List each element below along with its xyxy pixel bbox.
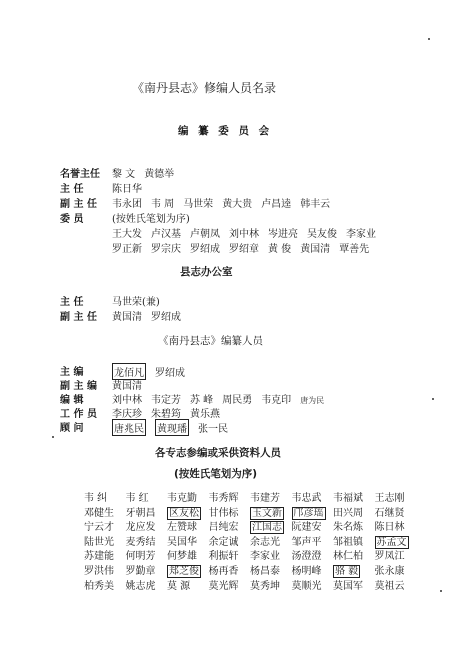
person-name: 杨昌泰 [250,565,280,577]
person-name: 吕纯宏 [208,522,239,534]
committee-label-1: 主 任 [60,184,84,195]
person-name: 甘伟标 [208,507,239,519]
person-name: 李家业 [346,229,376,240]
person-name: 刘中林 [229,229,259,240]
person-name: 岑进亮 [268,229,298,240]
person-name: 吴友俊 [307,229,337,240]
boxed-name: 骆 毅 [335,565,359,577]
person-name: 韩丰云 [300,199,331,210]
person-name [333,562,375,577]
person-name: 罗正新 [112,244,142,255]
person-name: 姚志虎 [125,580,156,592]
person-name: 邹声平 [291,536,322,548]
boxed-name: 玉文新 [252,507,282,519]
person-name: 马世荣(兼) [112,297,160,308]
office-names-0 [112,293,169,308]
person-name: 龙佰凡 [112,363,146,380]
person-name: 杨明峰 [291,565,322,577]
office-names-1 [112,308,190,323]
person-name: 卢朝凤 [190,229,220,240]
person-name [292,504,334,519]
person-name: 苏 峰 [190,395,214,406]
committee-label-3: 委 员 [60,214,84,225]
person-name: 马世荣 [183,199,214,210]
person-name: 黄现璠 [155,419,189,436]
person-name: 林仁柏 [333,551,363,563]
person-name: 唐兆民 [112,419,146,436]
person-name: 张永康 [374,565,405,577]
person-name: 李庆珍 [112,409,142,420]
person-name: 张一民 [198,424,228,435]
editors-label-4: 顾 问 [60,423,84,434]
contributors-subheading: (按姓氏笔划为序) [174,468,258,480]
editors-label-0: 主 编 [60,367,84,378]
editors-label-1: 副 主 编 [60,381,97,392]
scan-speck [428,38,430,40]
person-name: 王志刚 [374,493,405,504]
boxed-name: 区友松 [169,507,199,519]
person-name: 牙朝昌 [125,507,156,519]
person-name: 莫 源 [167,580,191,592]
person-name: 罗绍成 [155,368,185,379]
boxed-name: 苏孟文 [376,536,407,548]
editors-heading: 《南丹县志》编纂人员 [158,335,263,347]
person-name: 朱碧筠 [151,409,181,420]
person-name: 余定诚 [208,536,239,548]
boxed-name: 邝彦瑶 [293,507,324,519]
person-name: 莫光辉 [208,580,239,592]
person-name: 王大发 [112,229,142,240]
person-name: 黄德举 [144,169,175,180]
grid-row [84,562,416,577]
contributor-grid [84,489,416,591]
person-name: 罗凤江 [374,551,405,563]
ordering-note: (按姓氏笔划为序) [112,214,190,225]
committee-label-0: 名誉主任 [60,169,100,180]
person-name: 石继贤 [374,507,405,519]
person-name: 罗绍章 [229,244,259,255]
person-name: 覃善先 [339,244,370,255]
scan-speck [440,590,442,592]
person-name: 田兴周 [333,507,363,519]
person-name: 莫顺光 [291,580,322,592]
person-name [250,518,292,533]
person-name: 韦忠武 [291,493,322,504]
person-name: 利振轩 [208,551,239,563]
person-name: 刘中林 [112,395,142,406]
boxed-name: 江国志 [252,522,282,534]
grid-row [84,518,416,533]
editors-label-3: 工 作 员 [60,409,97,420]
person-name: 陆世光 [84,536,114,548]
page-title: 《南丹县志》修编人员名录 [132,81,277,95]
committee-names-0 [112,165,183,180]
person-name: 余志光 [250,536,280,548]
person-name: 龙应发 [125,522,156,534]
person-name: 黄大贵 [222,199,253,210]
person-name: 卢昌逵 [261,199,292,210]
office-heading: 县志办公室 [180,266,233,278]
committee-names-1 [112,180,151,195]
person-name [250,504,292,519]
person-name: 朱名炼 [333,522,363,534]
scan-speck [432,398,434,400]
person-name: 柏秀美 [84,580,114,592]
person-name: 周民勇 [222,395,253,406]
person-name: 莫秀坤 [250,580,280,592]
person-name [167,562,209,577]
person-name: 陈日林 [374,522,405,534]
person-name: 黄国清 [300,244,331,255]
person-name: 韦秀辉 [208,493,239,504]
person-name: 卢汉基 [151,229,181,240]
person-name: 何梦雄 [167,551,197,563]
committee-heading: 编 纂 委 员 会 [178,125,273,137]
person-name [167,504,209,519]
person-name: 黄乐燕 [190,409,220,420]
editors-names-2 [112,391,333,406]
person-name: 苏建能 [84,551,114,563]
person-name: 黎 文 [112,169,136,180]
person-name: 韦建芳 [250,493,280,504]
person-name: 韦 红 [125,493,149,504]
boxed-name: 郑芝俊 [169,565,199,577]
person-name: 陈日华 [112,184,142,195]
person-name: 唐为民 [300,396,325,405]
person-name: 莫国军 [333,580,363,592]
grid-row [84,533,416,548]
person-name: 宁云才 [84,522,114,534]
office-label-1: 副 主 任 [60,312,97,323]
person-name: 李家业 [250,551,280,563]
grid-row [84,504,416,519]
person-name: 麦秀结 [125,536,156,548]
person-name: 韦定芳 [151,395,181,406]
grid-row [84,547,416,562]
committee-names-4 [112,225,385,240]
committee-names-3 [112,210,199,225]
editors-names-4 [112,419,237,436]
person-name: 韦克勤 [167,493,197,504]
person-name: 邓健生 [84,507,114,519]
person-name: 黄 俊 [268,244,292,255]
person-name: 黄国清 [112,381,142,392]
person-name: 罗宗庆 [151,244,181,255]
editors-label-2: 编 辑 [60,395,84,406]
committee-names-2 [112,195,339,210]
person-name: 黄国清 [112,312,142,323]
person-name: 邹祖镇 [333,536,363,548]
grid-row [84,489,416,504]
person-name: 何明芳 [125,551,156,563]
committee-label-2: 副 主 任 [60,199,97,210]
person-name: 左赞球 [167,522,197,534]
person-name: 韦 纠 [84,493,108,504]
person-name: 韦 周 [151,199,175,210]
person-name: 吴国华 [167,536,197,548]
editors-names-1 [112,377,151,392]
person-name: 韦福斌 [333,493,363,504]
person-name: 韦永团 [112,199,142,210]
person-name: 杨再香 [208,565,239,577]
person-name [375,533,417,548]
person-name: 罗洪伟 [84,565,114,577]
person-name: 罗勤章 [125,565,156,577]
person-name: 罗绍成 [151,312,181,323]
contributors-heading: 各专志参编或采供资料人员 [155,447,281,459]
grid-row [84,577,416,592]
person-name: 韦克印 [261,395,292,406]
person-name: 阮建安 [291,522,322,534]
scan-speck [52,436,54,438]
office-label-0: 主 任 [60,297,84,308]
person-name: 莫祖云 [374,580,405,592]
committee-names-5 [112,240,378,255]
editors-names-3 [112,405,229,420]
person-name: 罗绍成 [190,244,220,255]
person-name: 汤澄澄 [291,551,322,563]
